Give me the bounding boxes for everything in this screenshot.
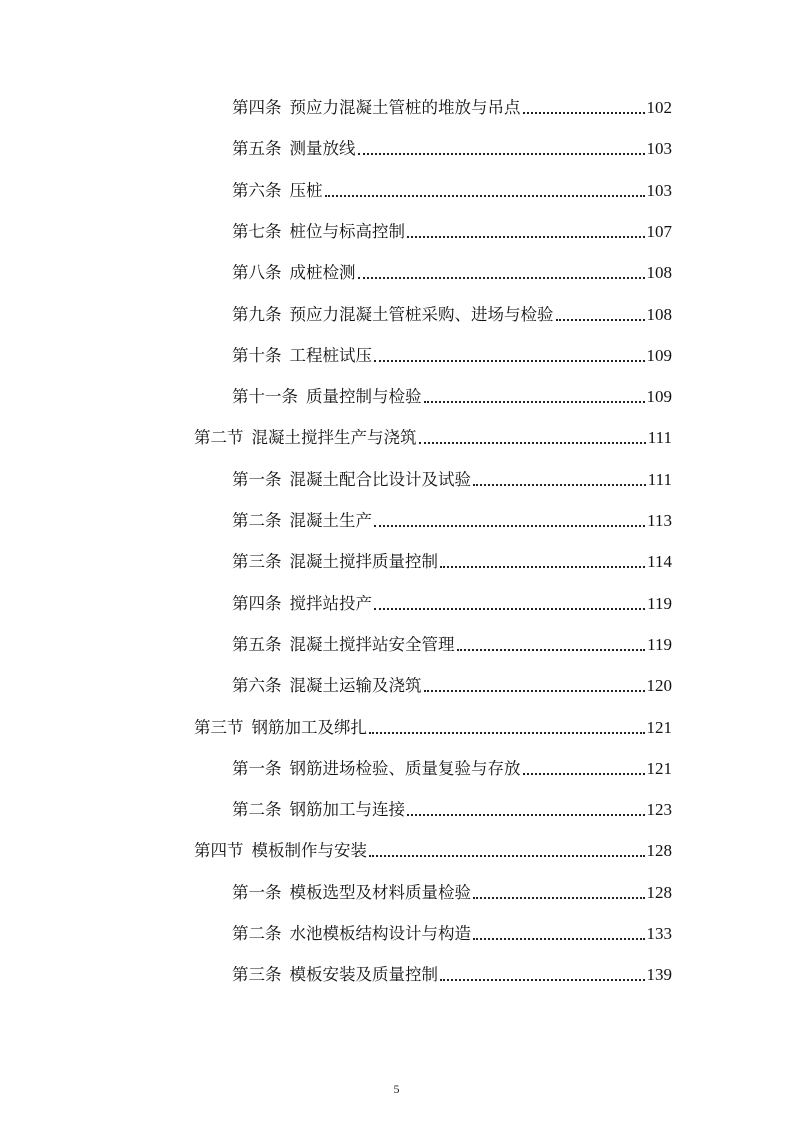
toc-dot-leader	[556, 319, 645, 321]
toc-entry-number: 第二条	[232, 511, 282, 530]
page-number: 5	[393, 1082, 400, 1096]
toc-entry-page: 120	[646, 676, 672, 695]
toc-dot-leader	[374, 360, 645, 362]
toc-entry-title: 模板制作与安装	[251, 841, 367, 860]
toc-entry-page: 119	[647, 635, 672, 654]
toc-entry-page: 113	[647, 511, 672, 530]
toc-entry[interactable]	[232, 585, 672, 615]
toc-entry-title: 混凝土配合比设计及试验	[289, 470, 471, 489]
toc-entry-title: 模板选型及材料质量检验	[289, 883, 471, 902]
toc-entry-number: 第八条	[232, 263, 282, 282]
toc-entry-page: 128	[646, 883, 672, 902]
toc-dot-leader	[473, 897, 645, 899]
toc-entry-title: 钢筋加工及绑扎	[251, 718, 367, 737]
toc-entry-title: 混凝土搅拌生产与浇筑	[251, 428, 417, 447]
toc-entry-page: 121	[646, 759, 672, 778]
toc-entry-title: 质量控制与检验	[306, 387, 422, 406]
toc-entry-number: 第二节	[194, 428, 244, 447]
toc-dot-leader	[523, 773, 645, 775]
toc-entry-page: 128	[646, 841, 672, 860]
toc-entry-title: 成桩检测	[289, 263, 356, 282]
toc-entry[interactable]	[232, 667, 672, 697]
toc-entry-number: 第五条	[232, 139, 282, 158]
toc-entry-number: 第三节	[194, 718, 244, 737]
toc-entry-title: 搅拌站投产	[289, 594, 372, 613]
toc-entry-title: 压桩	[289, 181, 323, 200]
toc-dot-leader	[374, 608, 645, 610]
toc-entry-title: 混凝土生产	[289, 511, 372, 530]
toc-dot-leader	[325, 195, 645, 197]
toc-entry[interactable]	[232, 213, 672, 243]
toc-entry-number: 第三条	[232, 552, 282, 571]
toc-entry-title: 桩位与标高控制	[289, 222, 405, 241]
toc-dot-leader	[440, 979, 645, 981]
toc-entry-title: 测量放线	[289, 139, 356, 158]
toc-dot-leader	[523, 112, 645, 114]
toc-dot-leader	[407, 814, 645, 816]
toc-entry-number: 第四节	[194, 841, 244, 860]
toc-entry-page: 111	[647, 428, 672, 447]
toc-entry[interactable]	[232, 130, 672, 160]
toc-dot-leader	[473, 938, 645, 940]
toc-dot-leader	[424, 690, 645, 692]
toc-entry-number: 第二条	[232, 924, 282, 943]
toc-entry[interactable]	[232, 956, 672, 986]
toc-entry[interactable]	[232, 750, 672, 780]
toc-entry-page: 111	[647, 470, 672, 489]
toc-entry-page: 121	[646, 718, 672, 737]
toc-entry-title: 混凝土搅拌质量控制	[289, 552, 438, 571]
toc-entry[interactable]	[232, 791, 672, 821]
toc-dot-leader	[473, 484, 646, 486]
toc-dot-leader	[419, 442, 646, 444]
toc-entry-number: 第一条	[232, 470, 282, 489]
toc-entry[interactable]	[232, 296, 672, 326]
toc-entry-number: 第九条	[232, 305, 282, 324]
toc-entry-number: 第四条	[232, 98, 282, 117]
toc-entry-title: 模板安装及质量控制	[289, 965, 438, 984]
toc-dot-leader	[374, 525, 645, 527]
toc-entry-page: 102	[646, 98, 672, 117]
toc-entry[interactable]	[232, 915, 672, 945]
toc-entry-page: 133	[646, 924, 672, 943]
toc-entry-number: 第四条	[232, 594, 282, 613]
toc-entry-page: 119	[647, 594, 672, 613]
toc-entry-title: 钢筋进场检验、质量复验与存放	[289, 759, 521, 778]
toc-entry-number: 第一条	[232, 883, 282, 902]
toc-entry-title: 水池模板结构设计与构造	[289, 924, 471, 943]
toc-entry[interactable]	[232, 172, 672, 202]
toc-entry-number: 第十一条	[232, 387, 298, 406]
toc-entry-page: 108	[646, 305, 672, 324]
toc-entry-page: 109	[646, 346, 672, 365]
toc-dot-leader	[358, 153, 645, 155]
toc-entry-title: 混凝土搅拌站安全管理	[289, 635, 455, 654]
toc-section-entry[interactable]	[194, 709, 672, 739]
toc-entry-page: 109	[646, 387, 672, 406]
toc-entry-number: 第十条	[232, 346, 282, 365]
toc-entry-page: 139	[646, 965, 672, 984]
toc-entry[interactable]	[232, 89, 672, 119]
toc-entry[interactable]	[232, 626, 672, 656]
toc-entry-page: 107	[646, 222, 672, 241]
toc-dot-leader	[407, 236, 645, 238]
toc-entry-number: 第三条	[232, 965, 282, 984]
toc-entry-title: 钢筋加工与连接	[289, 800, 405, 819]
toc-entry-number: 第六条	[232, 181, 282, 200]
toc-dot-leader	[424, 401, 645, 403]
toc-entry-page: 114	[647, 552, 672, 571]
toc-entry-number: 第七条	[232, 222, 282, 241]
toc-dot-leader	[440, 566, 645, 568]
toc-entry-title: 预应力混凝土管桩的堆放与吊点	[289, 98, 521, 117]
toc-entry[interactable]	[232, 378, 672, 408]
toc-entry[interactable]	[232, 254, 672, 284]
toc-entry[interactable]	[232, 874, 672, 904]
toc-section-entry[interactable]	[194, 419, 672, 449]
toc-entry-page: 103	[646, 139, 672, 158]
toc-entry-number: 第一条	[232, 759, 282, 778]
toc-section-entry[interactable]	[194, 832, 672, 862]
toc-dot-leader	[369, 732, 645, 734]
toc-entry-title: 工程桩试压	[289, 346, 372, 365]
toc-entry-number: 第六条	[232, 676, 282, 695]
toc-entry-title: 混凝土运输及浇筑	[289, 676, 422, 695]
toc-entry-number: 第五条	[232, 635, 282, 654]
toc-dot-leader	[369, 855, 645, 857]
toc-entry-page: 103	[646, 181, 672, 200]
toc-dot-leader	[358, 277, 645, 279]
toc-entry[interactable]	[232, 461, 672, 491]
toc-entry[interactable]	[232, 337, 672, 367]
toc-entry-number: 第二条	[232, 800, 282, 819]
toc-entry[interactable]	[232, 502, 672, 532]
toc-entry-page: 108	[646, 263, 672, 282]
toc-dot-leader	[457, 649, 646, 651]
toc-entry[interactable]	[232, 543, 672, 573]
toc-entry-title: 预应力混凝土管桩采购、进场与检验	[289, 305, 554, 324]
toc-entry-page: 123	[646, 800, 672, 819]
